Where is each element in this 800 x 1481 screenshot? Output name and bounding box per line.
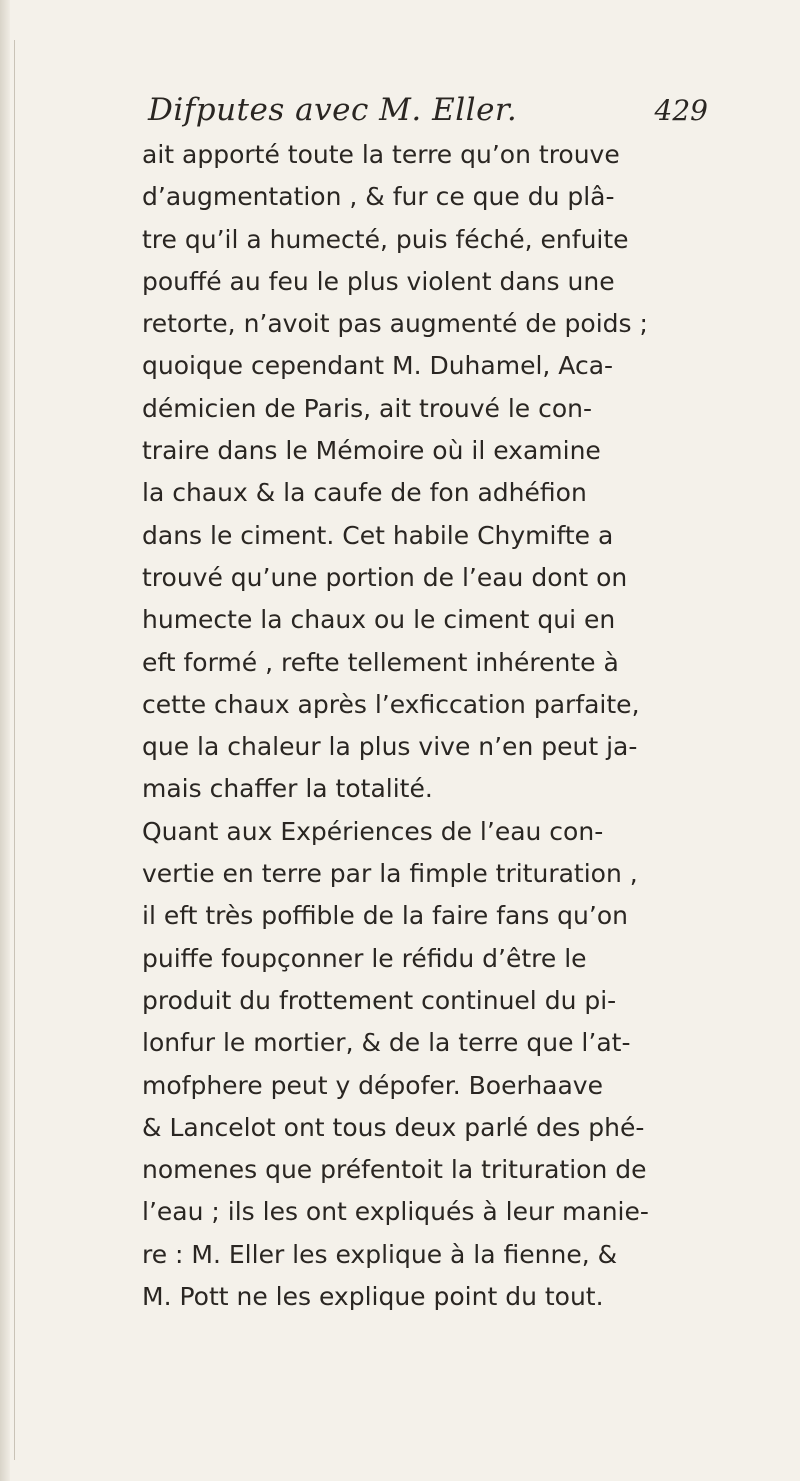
text-line: cette chaux après l’exficcation parfaite, [142,689,640,719]
text-line: nomenes que préfentoit la trituration de [142,1155,647,1185]
text-line: mais chaffer la totalité. [142,774,433,804]
text-line: M. Pott ne les explique point du tout. [142,1282,604,1312]
text-line: ait apporté toute la terre qu’on trouve [142,140,620,169]
text-line: retorte, n’avoit pas augmenté de poids ; [142,309,648,339]
page-number: 429 [654,94,708,127]
text-line: mofphere peut y dépofer. Boerhaave [142,1070,603,1100]
body-text [142,134,742,1318]
text-line: trouvé qu’une portion de l’eau dont on [142,562,628,592]
text-line: Quant aux Expériences de l’eau con- [142,816,604,846]
text-line: quoique cependant M. Duhamel, Aca- [142,351,614,381]
text-line: puiffe foupçonner le réfidu d’être le [142,943,587,973]
text-line: il eft très poffible de la faire fans qu’on [142,901,628,931]
text-line: pouffé au feu le plus violent dans une [142,266,615,296]
text-line: lonfur le mortier, & de la terre que l’at- [142,1028,631,1058]
text-line: re : M. Eller les explique à la fienne, & [142,1239,618,1269]
text-line: d’augmentation , & fur ce que du plâ- [142,182,615,212]
text-line: tre qu’il a humecté, puis féché, enfuite [142,224,629,254]
text-line: la chaux & la caufe de fon adhéfion [142,478,587,508]
text-line: eft formé , refte tellement inhérente à [142,647,619,677]
text-line: traire dans le Mémoire où il examine [142,436,601,466]
running-title: Difputes avec M. Eller. [148,92,518,128]
text-line: démicien de Paris, ait trouvé le con- [142,393,593,423]
text-line: que la chaleur la plus vive n’en peut ja- [142,732,638,762]
text-line: produit du frottement continuel du pi- [142,985,617,1015]
text-line: humecte la chaux ou le ciment qui en [142,605,616,635]
text-line: dans le ciment. Cet habile Chymifte a [142,520,614,550]
text-line: & Lancelot ont tous deux parlé des phé- [142,1112,645,1142]
page-header [148,92,708,136]
text-line: vertie en terre par la fimple trituration , [142,859,638,889]
text-line: l’eau ; ils les ont expliqués à leur manie- [142,1197,649,1227]
